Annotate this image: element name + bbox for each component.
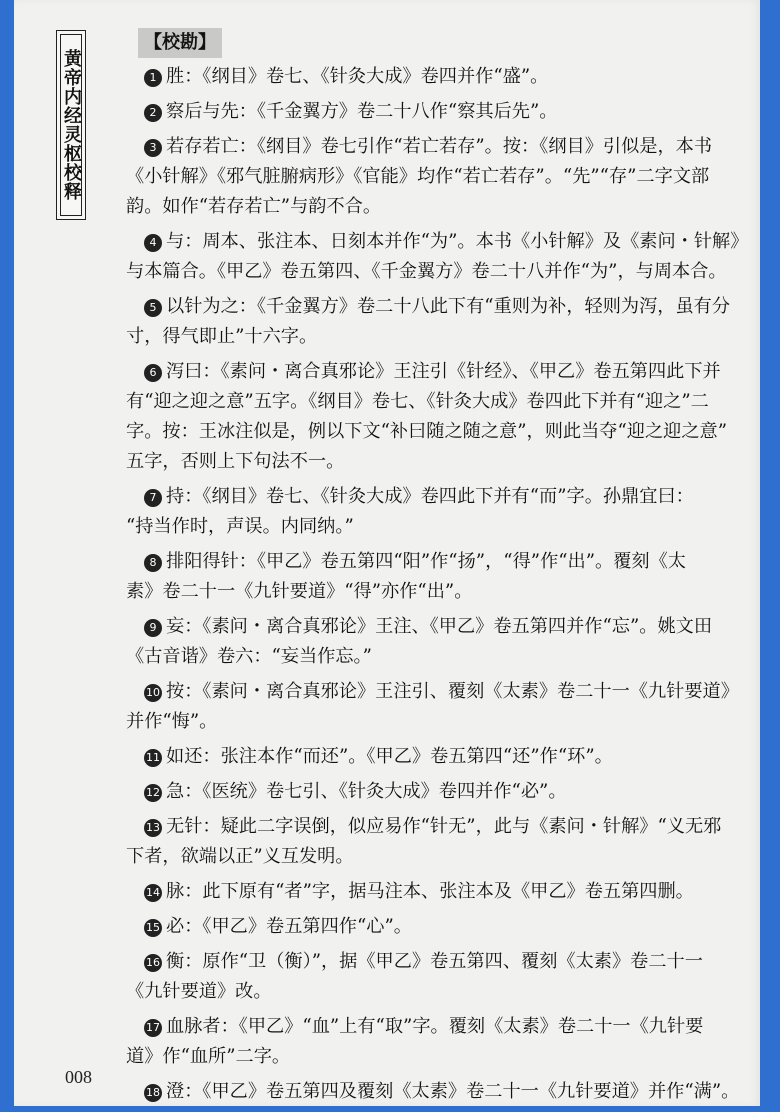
- note-text: 胜：《纲目》卷七、《针灸大成》卷四并作“盛”。: [166, 66, 549, 87]
- note-number-badge: 2: [144, 104, 162, 122]
- note-item: [126, 612, 738, 672]
- note-text: 血脉者：《甲乙》“血”上有“取”字。覆刻《太素》卷二十一《九针要: [166, 1016, 704, 1037]
- note-item: [126, 132, 738, 222]
- note-line: [126, 292, 738, 322]
- note-number-badge: 8: [144, 554, 162, 572]
- note-text: 必：《甲乙》卷五第四作“心”。: [166, 916, 412, 937]
- book-page: [14, 0, 760, 1106]
- note-number-badge: 17: [144, 1019, 162, 1037]
- note-item: [126, 292, 738, 352]
- note-line: [126, 417, 738, 447]
- note-item: [126, 227, 749, 287]
- note-item: [126, 947, 738, 1007]
- note-item: [126, 62, 738, 92]
- note-item: [126, 877, 738, 907]
- note-text: 察后与先：《千金翼方》卷二十八作“察其后先”。: [166, 101, 558, 122]
- note-line: [126, 257, 738, 287]
- note-line: [126, 642, 738, 672]
- note-number-badge: 13: [144, 819, 162, 837]
- note-line: [126, 547, 738, 577]
- notes-list: [126, 62, 749, 1107]
- note-line: [126, 227, 749, 257]
- note-line: [126, 192, 738, 222]
- note-line: [126, 912, 738, 942]
- note-text: 《小针解》《邪气脏腑病形》《官能》均作“若亡若存”。“先”“存”二字文部: [126, 166, 710, 187]
- note-text: 澄：《甲乙》卷五第四及覆刻《太素》卷二十一《九针要道》并作“满”。: [166, 1081, 740, 1102]
- note-number-badge: 14: [144, 884, 162, 902]
- note-text: 《古音谐》卷六：“妄当作忘。”: [126, 646, 372, 667]
- note-number-badge: 12: [144, 784, 162, 802]
- note-line: [126, 1042, 738, 1072]
- note-number-badge: 18: [144, 1084, 162, 1102]
- note-number-badge: 4: [144, 234, 162, 252]
- note-number-badge: 5: [144, 299, 162, 317]
- note-line: [126, 612, 738, 642]
- note-text: 并作“悔”。: [126, 711, 218, 732]
- note-line: [126, 512, 738, 542]
- note-line: [126, 1012, 738, 1042]
- note-number-badge: 15: [144, 919, 162, 937]
- note-line: [126, 707, 738, 737]
- running-head-title: 黄帝内经灵枢校释: [60, 34, 82, 216]
- note-item: [126, 547, 738, 607]
- note-item: [126, 97, 738, 127]
- note-text: 如还：张注本作“而还”。《甲乙》卷五第四“还”作“环”。: [166, 746, 613, 767]
- note-text: 有“迎之迎之意”五字。《纲目》卷七、《针灸大成》卷四此下并有“迎之”二: [126, 391, 709, 412]
- note-line: [126, 877, 738, 907]
- note-text: 韵。如作“若存若亡”与韵不合。: [126, 196, 382, 217]
- note-line: [126, 387, 738, 417]
- note-item: [126, 482, 738, 542]
- note-text: “持当作时，声误。内同纳。”: [126, 516, 354, 537]
- note-number-badge: 16: [144, 954, 162, 972]
- note-text: 与本篇合。《甲乙》卷五第四、《千金翼方》卷二十八并作“为”，与周本合。: [126, 261, 727, 282]
- note-number-badge: 10: [144, 684, 162, 702]
- note-line: [126, 977, 738, 1007]
- page-number: 008: [65, 1067, 92, 1087]
- note-text: 下者，欲端以正”义互发明。: [126, 846, 354, 867]
- note-text: 急：《医统》卷七引、《针灸大成》卷四并作“必”。: [166, 781, 567, 802]
- note-item: [126, 357, 738, 477]
- note-item: [126, 1012, 738, 1072]
- note-line: [126, 577, 738, 607]
- note-text: 《九针要道》改。: [126, 981, 272, 1002]
- note-item: [126, 812, 738, 872]
- note-number-badge: 3: [144, 139, 162, 157]
- note-number-badge: 11: [144, 749, 162, 767]
- note-text: 脉：此下原有“者”字，据马注本、张注本及《甲乙》卷五第四删。: [166, 881, 694, 902]
- note-line: [126, 97, 738, 127]
- note-line: [126, 482, 738, 512]
- note-item: [126, 777, 738, 807]
- section-heading: 【校勘】: [138, 28, 222, 58]
- note-line: [126, 62, 738, 92]
- note-line: [126, 132, 738, 162]
- note-text: 排阳得针：《甲乙》卷五第四“阳”作“扬”，“得”作“出”。覆刻《太: [166, 551, 686, 572]
- note-item: [126, 677, 738, 737]
- note-text: 泻曰：《素问・离合真邪论》王注引《针经》、《甲乙》卷五第四此下并: [166, 361, 721, 382]
- note-line: [126, 162, 738, 192]
- note-item: [126, 742, 738, 772]
- note-number-badge: 1: [144, 69, 162, 87]
- note-text: 五字，否则上下句法不一。: [126, 451, 345, 472]
- note-line: [126, 447, 738, 477]
- note-text: 以针为之：《千金翼方》卷二十八此下有“重则为补，轻则为泻，虽有分: [166, 296, 731, 317]
- note-text: 若存若亡：《纲目》卷七引作“若亡若存”。按：《纲目》引似是，本书: [166, 136, 713, 157]
- note-text: 衡：原作“卫（衡）”，据《甲乙》卷五第四、覆刻《太素》卷二十一: [166, 951, 703, 972]
- note-text: 道》作“血所”二字。: [126, 1046, 291, 1067]
- note-item: [126, 912, 738, 942]
- note-line: [126, 677, 738, 707]
- note-line: [126, 322, 738, 352]
- collation-notes: [126, 28, 749, 1112]
- note-line: [126, 357, 738, 387]
- note-line: [126, 842, 738, 872]
- note-text: 持：《纲目》卷七、《针灸大成》卷四此下并有“而”字。孙鼎宜曰：: [166, 486, 694, 507]
- note-text: 妄：《素问・离合真邪论》王注、《甲乙》卷五第四并作“忘”。姚文田: [166, 616, 713, 637]
- note-line: [126, 777, 738, 807]
- note-text: 素》卷二十一《九针要道》“得”亦作“出”。: [126, 581, 473, 602]
- note-line: [126, 742, 738, 772]
- running-head-box: [56, 30, 86, 220]
- note-line: [126, 947, 738, 977]
- note-item: [126, 1077, 738, 1107]
- note-text: 寸，得气即止”十六字。: [126, 326, 318, 347]
- note-text: 字。按：王冰注似是，例以下文“补曰随之随之意”，则此当夺“迎之迎之意”: [126, 421, 728, 442]
- note-number-badge: 6: [144, 364, 162, 382]
- note-number-badge: 7: [144, 489, 162, 507]
- note-text: 与：周本、张注本、日刻本并作“为”。本书《小针解》及《素问・针解》: [166, 231, 749, 252]
- note-text: 按：《素问・离合真邪论》王注引、覆刻《太素》卷二十一《九针要道》: [166, 681, 739, 702]
- note-text: 无针：疑此二字误倒，似应易作“针无”，此与《素问・针解》“义无邪: [166, 816, 722, 837]
- note-line: [126, 1077, 738, 1107]
- note-number-badge: 9: [144, 619, 162, 637]
- note-line: [126, 812, 738, 842]
